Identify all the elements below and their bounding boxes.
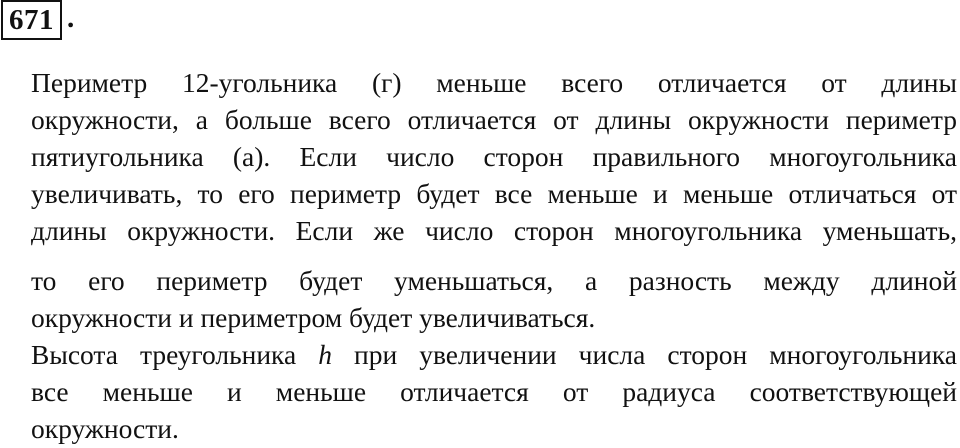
text-line: все меньше и меньше отличается от радиуса соответствующей bbox=[31, 376, 957, 407]
text-line: пятиугольника (а). Если число сторон правильного многоугольника bbox=[31, 141, 957, 172]
text-line-with-variable bbox=[31, 338, 957, 372]
text-line: Периметр 12-угольника (г) меньше всего отличается от длины bbox=[31, 67, 957, 98]
problem-number-dot: . bbox=[67, 2, 75, 34]
text-line: окружности. bbox=[31, 413, 179, 444]
text-line: то его периметр будет уменьшаться, а разность между длиной bbox=[31, 265, 957, 296]
text-segment: при увеличении числа сторон многоугольника bbox=[331, 339, 957, 370]
text-line: окружности и периметром будет увеличиваться. bbox=[31, 302, 596, 333]
variable-h: h bbox=[318, 339, 332, 370]
text-line: длины окружности. Если же число сторон многоугольника уменьшать, bbox=[31, 215, 957, 246]
text-line: увеличивать, то его периметр будет все меньше и меньше отличаться от bbox=[31, 178, 957, 209]
text-line: окружности, а больше всего отличается от длины окружности периметр bbox=[31, 104, 957, 135]
problem-number: 671 bbox=[1, 0, 62, 40]
text-segment: Высота треугольника bbox=[31, 339, 319, 370]
